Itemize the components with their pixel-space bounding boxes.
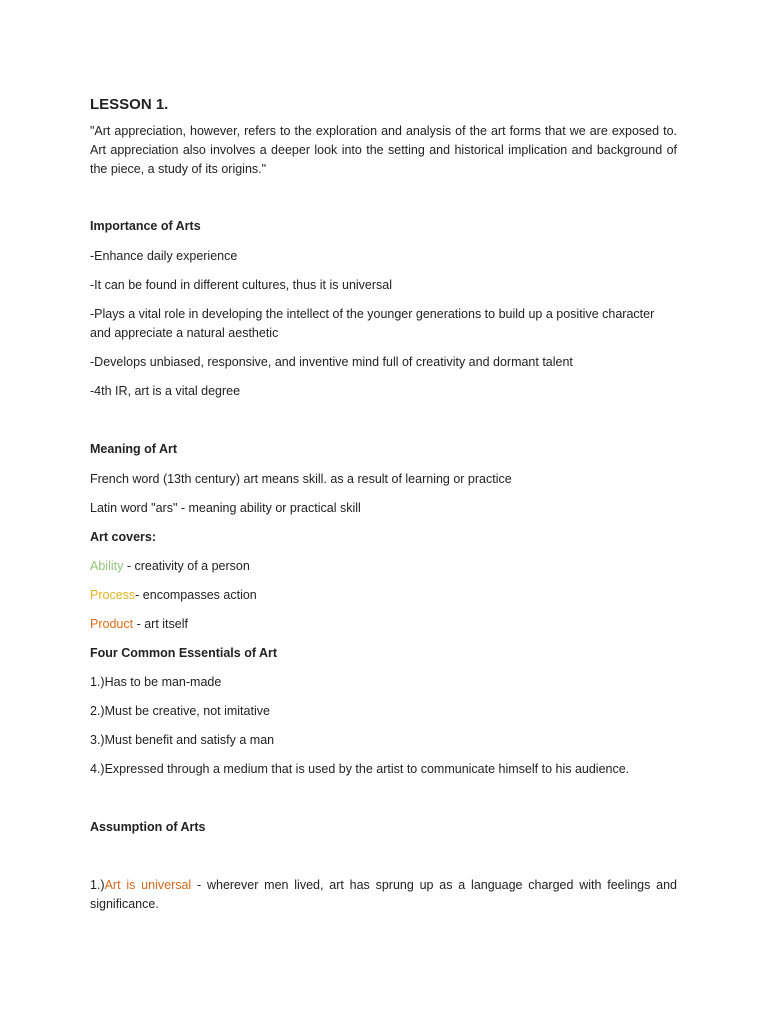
covers-process (90, 586, 677, 605)
art-is-universal-term: Art is universal (104, 878, 192, 892)
ability-desc: - creativity of a person (123, 559, 250, 573)
assumption-item-number: 1.) (90, 878, 105, 892)
covers-product (90, 615, 677, 634)
importance-heading: Importance of Arts (90, 219, 201, 233)
essentials-item: 2.)Must be creative, not imitative (90, 704, 270, 718)
lesson-title: LESSON 1. (90, 96, 169, 113)
product-term: Product (90, 617, 134, 631)
importance-item: -Plays a vital role in developing the intellect of the younger generations to build up a positive character and appreciate a natural aesthetic (90, 307, 655, 340)
essentials-item: 1.)Has to be man-made (90, 675, 222, 689)
meaning-french: French word (13th century) art means skill. as a result of learning or practice (90, 472, 512, 486)
ability-term: Ability (90, 559, 124, 573)
importance-item: -Enhance daily experience (90, 249, 238, 263)
covers-heading: Art covers: (90, 530, 156, 544)
process-term: Process (90, 588, 136, 602)
process-desc: - encompasses action (135, 588, 257, 602)
assumption-item (90, 876, 677, 914)
product-desc: - art itself (133, 617, 188, 631)
meaning-latin: Latin word "ars" - meaning ability or practical skill (90, 501, 361, 515)
meaning-heading: Meaning of Art (90, 442, 178, 456)
assumption-heading: Assumption of Arts (90, 820, 206, 834)
intro-quote: "Art appreciation, however, refers to the exploration and analysis of the art forms that we are exposed to. Art appreciation also involves a deeper look into the setting and historical implication and background of the piece, a study of its origins." (90, 124, 677, 176)
covers-ability (90, 557, 677, 576)
importance-item: -4th IR, art is a vital degree (90, 384, 241, 398)
importance-item: -It can be found in different cultures, thus it is universal (90, 278, 393, 292)
essentials-item: 4.)Expressed through a medium that is used by the artist to communicate himself to his audience. (90, 762, 630, 776)
importance-item: -Develops unbiased, responsive, and inventive mind full of creativity and dormant talent (90, 355, 573, 369)
assumption-item-desc: - wherever men lived, art has sprung up as a language charged with feelings and significance. (90, 878, 677, 911)
essentials-item: 3.)Must benefit and satisfy a man (90, 733, 275, 747)
essentials-heading: Four Common Essentials of Art (90, 646, 278, 660)
document-page (90, 94, 677, 914)
